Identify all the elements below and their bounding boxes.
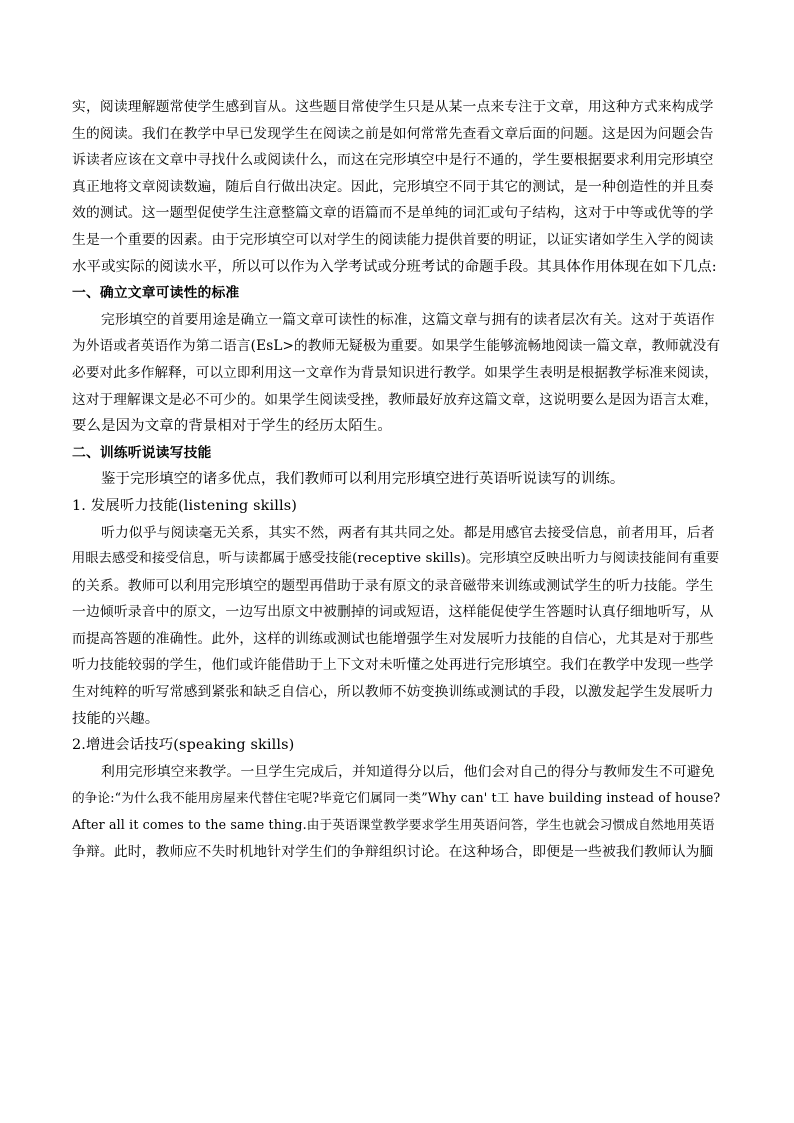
text-line: 要么是因为文章的背景相对于学生的经历太陌生。 [72,418,392,435]
text-line: 听力似乎与阅读毫无关系，其实不然，两者有其共同之处。都是用感官去接受信息，前者用耳，后者 [101,524,715,541]
text-line: 的关系。教师可以利用完形填空的题型再借助于录有原文的录音磁带来训练或测试学生的听力技能。学生 [72,577,714,594]
text-line: 用眼去感受和接受信息，听与读都属于感受技能(receptive skills)。完形填空反映出听力与阅读技能间有重要 [72,551,720,567]
text-line: 必要对此多作解释，可以立即利用这一文章作为背景知识进行教学。如果学生表明是根据教学标准来阅读， [72,364,718,381]
text-line: 这对于理解课文是必不可少的。如果学生阅读受挫，教师最好放弃这篇文章，这说明要么是因为语言太难， [72,391,718,408]
text-line: 的争论:“为什么我不能用房屋来代替住宅呢?毕竟它们属同一类”Why can' t工 have building instead of house? [72,790,721,806]
text-line: 诉读者应该在文章中寻找什么或阅读什么，而这在完形填空中是行不通的，学生要根据要求利用完形填空 [72,152,714,169]
text-line: 2.增进会话技巧(speaking skills) [72,737,295,754]
section-heading: 二、训练听说读写技能 [72,444,212,461]
text-line: 而提高答题的准确性。此外，这样的训练或测试也能增强学生对发展听力技能的自信心，尤其是对于那些 [72,630,714,647]
text-line: 生的阅读。我们在教学中早已发现学生在阅读之前是如何常常先查看文章后面的问题。这是因为问题会告 [72,125,714,142]
text-line: 听力技能较弱的学生，他们或许能借助于上下文对未听懂之处再进行完形填空。我们在教学中发现一些学 [72,657,714,674]
text-line: 水平或实际的阅读水平，所以可以作为入学考试或分班考试的命题手段。其具体作用体现在如下几点: [72,258,717,275]
text-line: 实，阅读理解题常使学生感到盲从。这些题目常使学生只是从某一点来专注于文章，用这种方式来构成学 [72,99,714,115]
text-line: After all it comes to the same thing.由于英语课堂教学要求学生用英语问答，学生也就会习惯成自然地用英语 [72,817,715,833]
text-line: 生对纯粹的听写常感到紧张和缺乏自信心，所以教师不妨变换训练或测试的手段，以激发起学生发展听力 [72,684,714,701]
document-page [72,94,732,865]
text-line: 1. 发展听力技能(listening skills) [72,497,298,514]
text-line: 争辩。此时，教师应不失时机地针对学生们的争辩组织讨论。在这种场合，即便是一些被我们教师认为腼 [72,843,714,860]
text-line: 真正地将文章阅读数遍，随后自行做出决定。因此，完形填空不同于其它的测试，是一种创造性的并且奏 [72,178,714,195]
text-line: 技能的兴趣。 [72,710,160,727]
text-line: 为外语或者英语作为第二语言(EsL>的教师无疑极为重要。如果学生能够流畅地阅读一篇文章，教师就没有 [72,338,721,355]
section-heading: 一、确立文章可读性的标准 [72,285,240,302]
text-line: 鉴于完形填空的诸多优点，我们教师可以利用完形填空进行英语听说读写的训练。 [101,471,625,488]
text-line: 效的测试。这一题型促使学生注意整篇文章的语篇而不是单纯的词汇或句子结构，这对于中等或优等的学 [72,205,714,222]
text-line: 生是一个重要的因素。由于完形填空可以对学生的阅读能力提供首要的明证，以证实诸如学生入学的阅读 [72,231,714,248]
text-line: 完形填空的首要用途是确立一篇文章可读性的标准，这篇文章与拥有的读者层次有关。这对于英语作 [101,311,715,328]
text-line: 一边倾听录音中的原文，一边写出原文中被删掉的词或短语，这样能促使学生答题时认真仔细地听写，从 [72,604,714,621]
text-line: 利用完形填空来教学。一旦学生完成后，并知道得分以后，他们会对自己的得分与教师发生不可避免 [101,763,715,780]
